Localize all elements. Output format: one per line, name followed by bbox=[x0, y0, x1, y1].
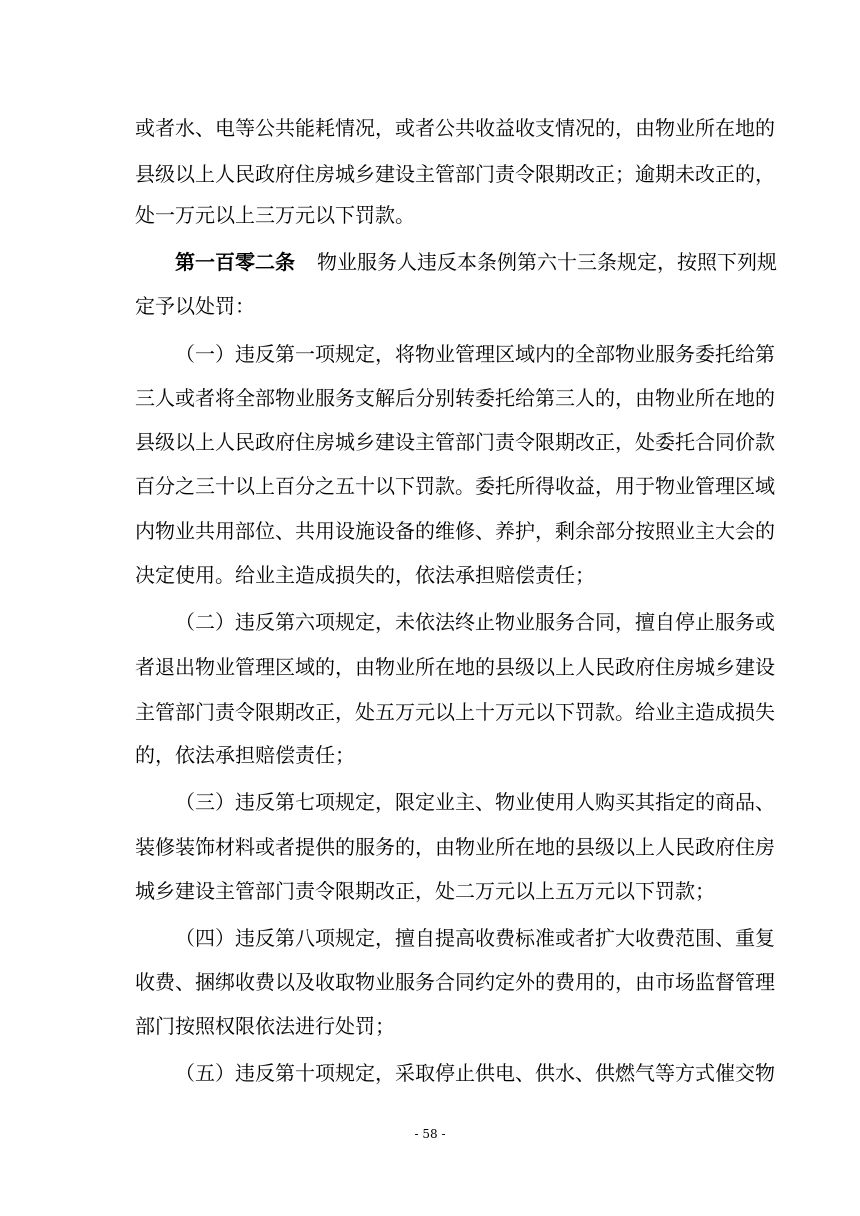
page-number: - 58 - bbox=[414, 1127, 446, 1141]
article-text: 物业服务人违反本条例第六十三条规定，按照下列规 bbox=[317, 250, 777, 274]
paragraph-line: 决定使用。给业主造成损失的，依法承担赔偿责任； bbox=[135, 563, 595, 587]
paragraph-line: 三人或者将全部物业服务支解后分别转委托给第三人的，由物业所在地的 bbox=[135, 386, 775, 410]
paragraph-line: 县级以上人民政府住房城乡建设主管部门责令限期改正；逾期未改正的， bbox=[135, 162, 775, 186]
paragraph-line: 百分之三十以上百分之五十以下罚款。委托所得收益，用于物业管理区域 bbox=[135, 474, 775, 498]
article-number: 第一百零二条 bbox=[175, 250, 295, 274]
paragraph-line: 收费、捆绑收费以及收取物业服务合同约定外的费用的，由市场监督管理 bbox=[135, 970, 775, 994]
paragraph-line: 主管部门责令限期改正，处五万元以上十万元以下罚款。给业主造成损失 bbox=[135, 700, 775, 724]
paragraph-line: （一）违反第一项规定，将物业管理区域内的全部物业服务委托给第 bbox=[175, 342, 775, 366]
paragraph-line: （五）违反第十项规定，采取停止供电、供水、供燃气等方式催交物 bbox=[175, 1061, 775, 1085]
paragraph-line: 内物业共用部位、共用设施设备的维修、养护，剩余部分按照业主大会的 bbox=[135, 519, 775, 543]
paragraph-line: 处一万元以上三万元以下罚款。 bbox=[135, 203, 415, 227]
paragraph-line: 定予以处罚： bbox=[135, 294, 255, 318]
paragraph-line: （二）违反第六项规定，未依法终止物业服务合同，擅自停止服务或 bbox=[175, 610, 775, 634]
paragraph-line: 城乡建设主管部门责令限期改正，处二万元以上五万元以下罚款； bbox=[135, 879, 715, 903]
paragraph-line: 或者水、电等公共能耗情况，或者公共收益收支情况的，由物业所在地的 bbox=[135, 116, 775, 140]
article-heading-line bbox=[175, 245, 777, 279]
paragraph-line: 者退出物业管理区域的，由物业所在地的县级以上人民政府住房城乡建设 bbox=[135, 655, 775, 679]
paragraph-line: （三）违反第七项规定，限定业主、物业使用人购买其指定的商品、 bbox=[175, 790, 775, 814]
paragraph-line: 部门按照权限依法进行处罚； bbox=[135, 1014, 395, 1038]
paragraph-line: （四）违反第八项规定，擅自提高收费标准或者扩大收费范围、重复 bbox=[175, 926, 775, 950]
paragraph-line: 装修装饰材料或者提供的服务的，由物业所在地的县级以上人民政府住房 bbox=[135, 835, 775, 859]
paragraph-line: 的，依法承担赔偿责任； bbox=[135, 743, 355, 767]
paragraph-line: 县级以上人民政府住房城乡建设主管部门责令限期改正，处委托合同价款 bbox=[135, 430, 775, 454]
